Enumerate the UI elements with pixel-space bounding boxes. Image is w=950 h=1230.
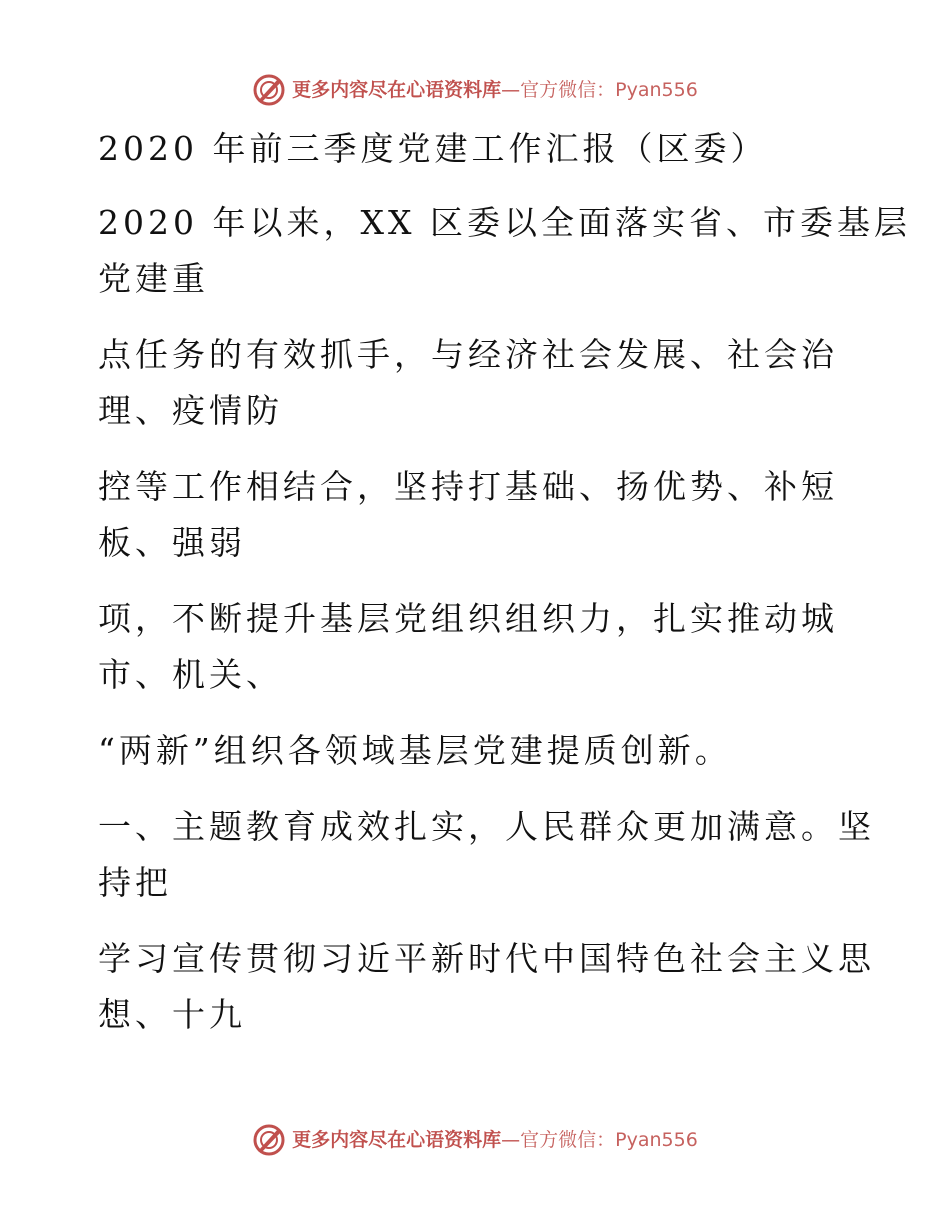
- banner-dash: —: [501, 1128, 521, 1151]
- banner-text: [292, 78, 698, 101]
- paragraph-line: 控等工作相结合，坚持打基础、扬优势、补短: [98, 467, 838, 506]
- banner-text: [292, 1128, 698, 1151]
- banner-lead: 更多内容尽在心语资料库: [292, 1128, 502, 1151]
- paragraph-line: 一、主题教育成效扎实，人民群众更加满意。坚: [98, 807, 875, 846]
- banner-contact: 官方微信：Pyan556: [520, 1128, 698, 1151]
- paragraph-line: 板、强弱: [98, 523, 246, 562]
- paragraph-line: 学习宣传贯彻习近平新时代中国特色社会主义思: [98, 939, 875, 978]
- document-title: 2020 年前三季度党建工作汇报（区委）: [98, 129, 768, 168]
- paragraph-line: 党建重: [98, 259, 209, 298]
- paragraph-line: “两新”组织各领域基层党建提质创新。: [98, 731, 732, 770]
- paragraph-line: 持把: [98, 863, 172, 902]
- paragraph-line: 市、机关、: [98, 655, 283, 694]
- header-banner: [0, 70, 950, 110]
- paragraph-line: 项，不断提升基层党组织组织力，扎实推动城: [98, 599, 838, 638]
- quill-seal-icon: [252, 73, 286, 107]
- banner-lead: 更多内容尽在心语资料库: [292, 78, 502, 101]
- banner-dash: —: [501, 78, 521, 101]
- paragraph-line: 2020 年以来，XX 区委以全面落实省、市委基层: [98, 203, 911, 242]
- footer-banner: [0, 1120, 950, 1160]
- paragraph-line: 想、十九: [98, 995, 246, 1034]
- paragraph-line: 点任务的有效抓手，与经济社会发展、社会治: [98, 335, 838, 374]
- paragraph-line: 理、疫情防: [98, 391, 283, 430]
- banner-contact: 官方微信：Pyan556: [520, 78, 698, 101]
- quill-seal-icon: [252, 1123, 286, 1157]
